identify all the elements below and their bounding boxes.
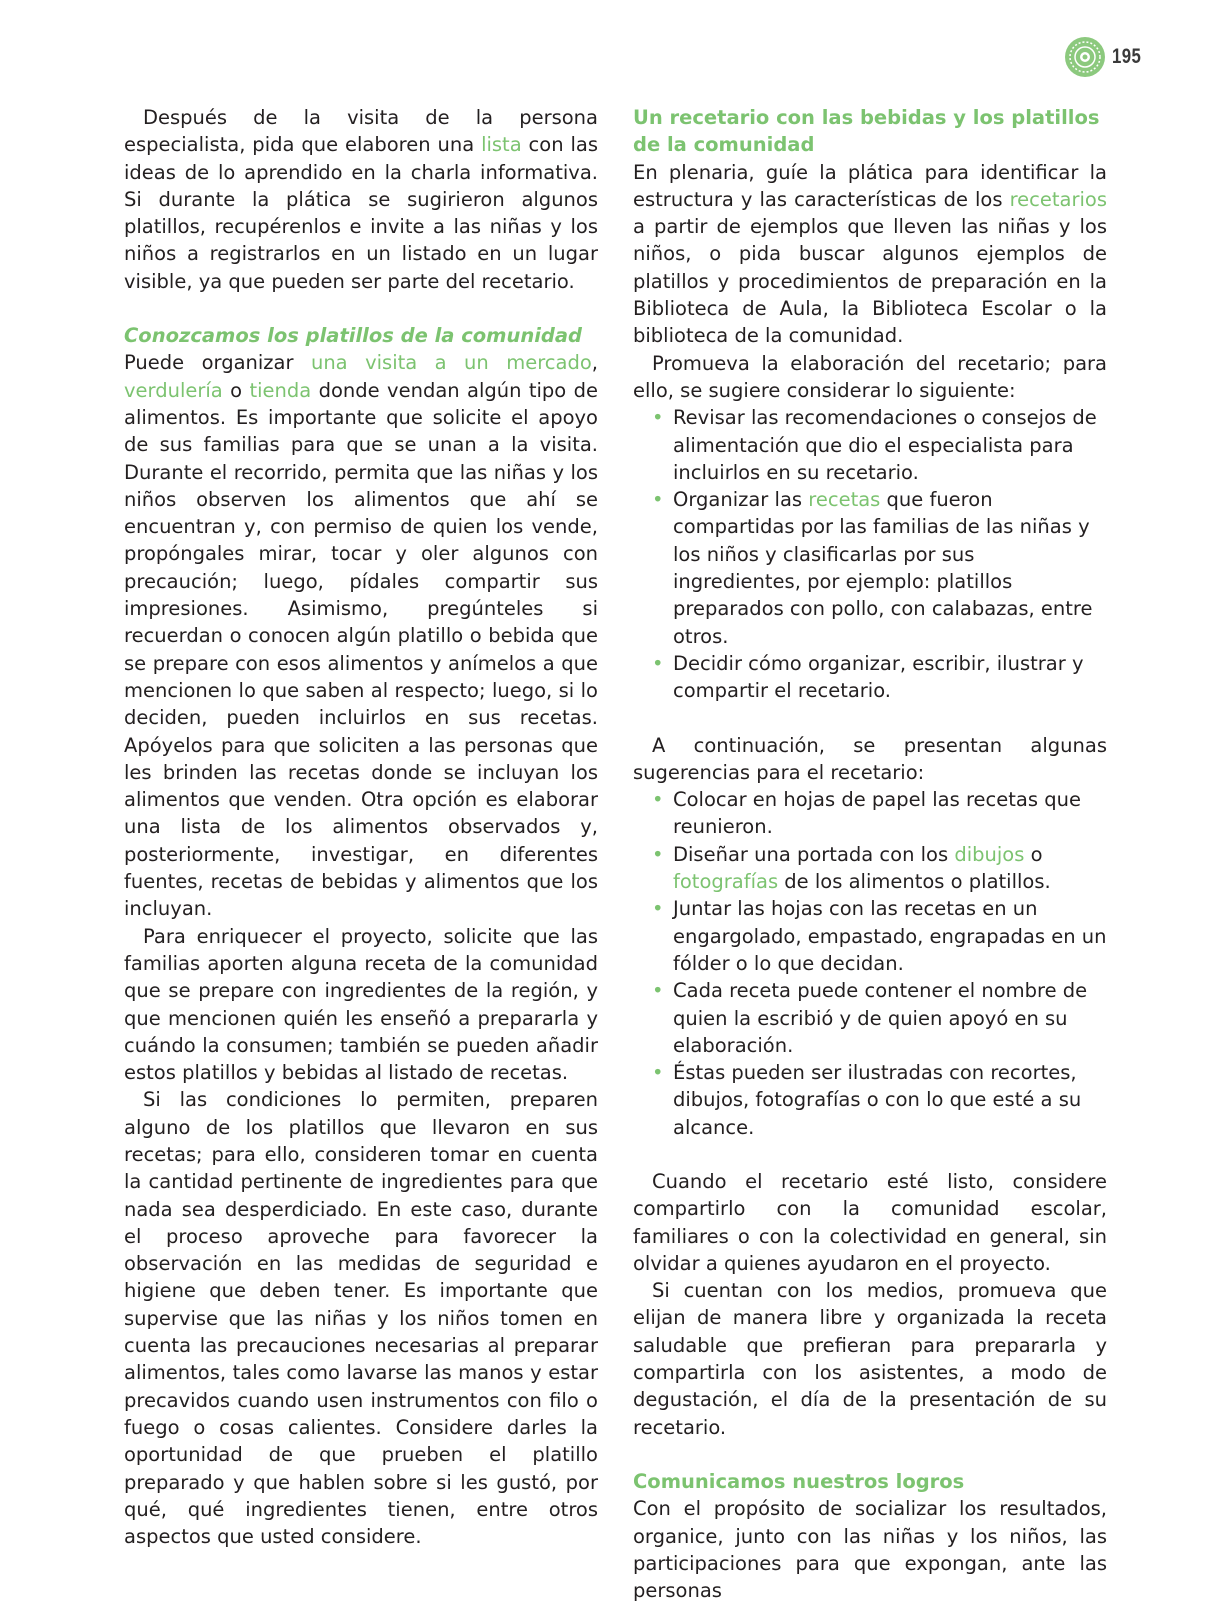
list-item: • Cada receta puede contener el nombre de quien la escribió y de quien apoyó en su elaboración. [652, 977, 1107, 1059]
link-verduleria[interactable]: verdulería [124, 378, 223, 402]
link-recetas[interactable]: recetas [808, 488, 881, 512]
section-heading: Comunicamos nuestros logros [633, 1469, 965, 1493]
paragraph: Si cuentan con los medios, promueva que elijan de manera libre y organizada la receta saludable que prefieran para prepararla y compartirla con los asistentes, a modo de degustación, el día de la presentación de su recetario. [633, 1279, 1107, 1439]
list-item: • Diseñar una portada con los dibujos o fotografías de los alimentos o platillos. [652, 841, 1107, 896]
section-heading: Un recetario con las bebidas y los platillos de la comunidad [633, 106, 1100, 157]
left-column [124, 104, 598, 1550]
link-dibujos[interactable]: dibujos [954, 842, 1025, 866]
link-recetarios[interactable]: recetarios [1009, 187, 1107, 211]
list-item: • Colocar en hojas de papel las recetas que reunieron. [652, 786, 1107, 841]
link-mercado[interactable]: una visita a un mercado [310, 351, 592, 375]
paragraph: Puede organizar una visita a un mercado, verdulería o tienda donde vendan algún tipo de alimentos. Es importante que solicite el apoyo de sus familias para que se unan a la visita. Durante el recorrido, permita que las niñas y los niños observen los alimentos que ahí se encuentran y, con permiso de quien los vende, propóngales mirar, tocar y oler algunos con precaución; luego, pídales compartir sus impresiones. Asimismo, pregúnteles si recuerdan o conocen algún platillo o bebida que se prepare con esos alimentos y anímelos a que mencionen lo que saben al respecto; luego, si lo deciden, pueden incluirlos en sus recetas. Apóyelos para que soliciten a las personas que les brinden las recetas donde se incluyan los alimentos que venden. Otra opción es elaborar una lista de los alimentos observados y, posteriormente, investigar, en diferentes fuentes, recetas de bebidas y alimentos que los incluyan. [124, 351, 599, 921]
list-item: • Éstas pueden ser ilustradas con recortes, dibujos, fotografías o con lo que esté a su alcance. [652, 1059, 1107, 1141]
page-header [1064, 36, 1149, 78]
list-item: • Organizar las recetas que fueron compartidas por las familias de las niñas y los niños y clasificarlas por sus ingredientes, por ejemplo: platillos preparados con pollo, con calabazas, entre otros. [652, 486, 1107, 650]
list-item: • Juntar las hojas con las recetas en un engargolado, empastado, engrapadas en un fólder o lo que decidan. [652, 895, 1107, 977]
page-number: 195 [1112, 45, 1142, 68]
link-lista[interactable]: lista [481, 133, 522, 157]
paragraph: En plenaria, guíe la plática para identificar la estructura y las características de los recetarios a partir de ejemplos que lleven las niñas y los niños, o pida buscar algunos ejemplos de platillos y procedimientos de preparación en la Biblioteca de Aula, la Biblioteca Escolar o la biblioteca de la comunidad. [633, 160, 1107, 348]
list-item: • Decidir cómo organizar, escribir, ilustrar y compartir el recetario. [652, 650, 1107, 705]
paragraph: Para enriquecer el proyecto, solicite que las familias aporten alguna receta de la comunidad que se prepare con ingredientes de la región, y que mencionen quién les enseñó a prepararla y cuándo la consumen; también se pueden añadir estos platillos y bebidas al listado de recetas. [124, 924, 598, 1085]
paragraph: Si las condiciones lo permiten, preparen alguno de los platillos que llevaron en sus recetas; para ello, consideren tomar en cuenta la cantidad pertinente de ingredientes para que nada sea desperdiciado. En este caso, durante el proceso aproveche para favorecer la observación en las medidas de seguridad e higiene que deben tener. Es importante que supervise que las niñas y los niños tomen en cuenta las precauciones necesarias al preparar alimentos, tales como lavarse las manos y estar precavidos cuando usen instrumentos con filo o fuego o cosas calientes. Considere darles la oportunidad de que prueben el platillo preparado y que hablen sobre si les gustó, por qué, qué ingredientes tienen, entre otros aspectos que usted considere. [124, 1088, 598, 1549]
link-fotografias[interactable]: fotografías [673, 870, 779, 894]
paragraph: Cuando el recetario esté listo, considere compartirlo con la comunidad escolar, familiares o con la colectividad en general, sin olvidar a quienes ayudaron en el proyecto. [633, 1169, 1107, 1275]
list-item: • Revisar las recomendaciones o consejos de alimentación que dio el especialista para incluirlos en su recetario. [652, 404, 1107, 486]
paragraph: A continuación, se presentan algunas sugerencias para el recetario: [633, 733, 1107, 784]
right-column [633, 104, 1107, 1604]
section-heading: Conozcamos los platillos de la comunidad [124, 324, 583, 348]
paragraph: Después de la visita de la persona especialista, pida que elaboren una lista con las ideas de lo aprendido en la charla informativa. Si durante la plática se sugirieron algunos platillos, recupérenlos e invite a las niñas y los niños a registrarlos en un listado en un lugar visible, ya que pueden ser parte del recetario. [124, 106, 598, 293]
decorative-emblem-icon [1064, 36, 1106, 78]
bullet-list [633, 404, 1107, 704]
bullet-list [633, 786, 1107, 1141]
link-tienda[interactable]: tienda [249, 378, 312, 402]
paragraph: Promueva la elaboración del recetario; para ello, se sugiere considerar lo siguiente: [633, 351, 1107, 402]
paragraph: Con el propósito de socializar los resultados, organice, junto con las niñas y los niños, las participaciones para que expongan, ante las personas [633, 1497, 1107, 1603]
